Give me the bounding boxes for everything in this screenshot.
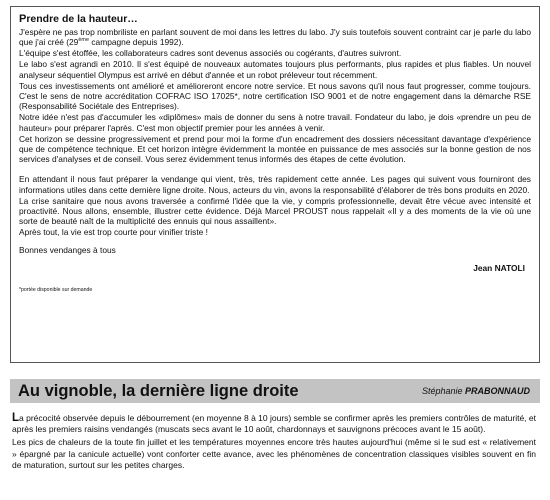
editorial-paragraph-5: Notre idée n'est pas d'accumuler les «diplômes» mais de donner du sens à notre travail. Fondateur du labo, je dois «prendre un peu de hauteur» pour préparer l'après. C'est mon objectif premier pour les années à venir. bbox=[19, 112, 531, 133]
superscript: ème bbox=[78, 37, 90, 44]
spacer bbox=[19, 165, 531, 174]
signature: Jean NATOLI bbox=[473, 263, 525, 274]
editorial-paragraph-2: L'équipe s'est étoffée, les collaborateurs cadres sont devenus associés ou cogérants, d'autres suivront. bbox=[19, 48, 402, 59]
editorial-paragraph-4: Tous ces investissements ont amélioré et amélioreront encore notre service. Et nous savons qu'il nous faut progresser, comme toujours. C'est le sens de notre accréditation COFRAC ISO 17025*, notre certification ISO 9001 et de notre engagement dans la démarche RSE (Responsabilité Sociétale des Entreprises). bbox=[19, 80, 531, 112]
article-body bbox=[12, 413, 536, 473]
section-title: Au vignoble, la dernière ligne droite bbox=[18, 381, 299, 400]
editorial-box bbox=[10, 6, 540, 363]
editorial-paragraph-3: Le labo s'est agrandi en 2010. Il s'est équipé de nouveaux automates toujours plus performants, plus rapides et plus fiables. Un nouvel analyseur séquentiel Olympus est arrivé en début d'année et un robot préleveur tout récemment. bbox=[19, 59, 531, 80]
paragraph-text: a précocité observée depuis le débourrement (en moyenne 8 à 10 jours) semble se confirmer après les premiers contrôles de maturité, et après les premiers raisins vendangés (muscats secs avant le 10 août, chardonnays et sauvignons précoces avant le 15 août). bbox=[12, 413, 536, 435]
section-header-bar bbox=[10, 379, 540, 403]
paragraph-text: campagne depuis 1992). bbox=[89, 37, 184, 48]
article-paragraph-2: Les pics de chaleurs de la toute fin juillet et les températures moyennes encore très hautes aujourd'hui (même si le sud est « relativement » épargné par la canicule actuelle) vont conforter cette avance, avec les phénomènes de concentration classiques visibles souvent en fin de maturation, surtout sur les petites charges. bbox=[12, 437, 536, 470]
article-initial: L bbox=[12, 412, 20, 424]
editorial-title bbox=[19, 13, 531, 25]
section-author bbox=[422, 386, 530, 396]
editorial-title-text: rendre de la hauteur… bbox=[26, 13, 138, 25]
article-paragraph-1 bbox=[12, 413, 536, 435]
editorial-paragraph-9: Après tout, la vie est trop courte pour vinifier triste ! bbox=[19, 227, 208, 238]
editorial-paragraph-6: Cet horizon se dessine progressivement et prend pour moi la forme d'un encadrement des dossiers nécessitant davantage d'expérience que de compétence technique. Et cet horizon intègre évidemment la montée en puissance de mes associés sur la bonne gestion de nos services d'analyses et de conseil. Vous serez évidemment tenus informés des étapes de cette évolution. bbox=[19, 133, 531, 165]
editorial-paragraph-1 bbox=[19, 27, 531, 48]
author-first-name: Stéphanie bbox=[421, 386, 465, 396]
editorial-paragraph-8: La crise sanitaire que nous avons traversée a confirmé l'idée que la vie, y compris professionnelle, devait être vécue avec intensité et proactivité. Nous allons, ensemble, illustrer cette évidence. Déjà Marcel PROUST nous rappelait «Il y a des moments de la vie où une sorte de beauté naît de la multiplicité des ennuis qui nous assaillent». bbox=[19, 195, 531, 227]
editorial-title-initial: P bbox=[19, 13, 27, 25]
footnote: *portée disponible sur demande bbox=[19, 287, 93, 294]
editorial-paragraph-7: En attendant il nous faut préparer la vendange qui vient, très, très rapidement cette année. Les pages qui suivent vous fourniront des informations utiles dans cette dernière ligne droite. Nous, acteurs du vin, avons la responsabilité d'élaborer de très bons produits en 2020. bbox=[19, 174, 531, 195]
closing-line: Bonnes vendanges à tous bbox=[19, 244, 116, 255]
paragraph-text: J'espère ne pas trop nombriliste en parlant souvent de moi dans les lettres du labo. J'y suis toutefois souvent contraint car je parle du labo que j'ai créé (29 bbox=[19, 27, 531, 48]
author-last-name: PRABONNAUD bbox=[465, 386, 530, 396]
